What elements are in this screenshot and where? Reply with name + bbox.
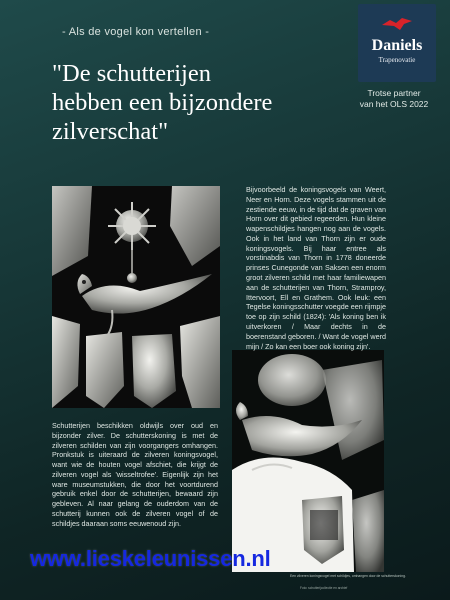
- website-watermark[interactable]: www.lieskeleunissen.nl: [30, 546, 271, 571]
- silver-bird-illustration: [52, 186, 220, 408]
- headline-line-1: "De schutterijen: [52, 60, 211, 87]
- bird-logo-icon: [380, 16, 414, 32]
- silver-bird-glove-illustration: [232, 350, 384, 572]
- silver-bird-photo: [52, 186, 220, 408]
- page-headline: [52, 60, 352, 147]
- kicker-text: - Als de vogel kon vertellen -: [62, 26, 210, 38]
- photo-caption: Een zilveren koningsvogel met schildjes, omhangen door de schutterskoning.: [290, 574, 406, 578]
- silver-bird-glove-photo: [232, 350, 384, 572]
- partner-line-1: Trotse partner: [367, 88, 421, 98]
- headline-line-2: hebben een bijzondere: [52, 88, 273, 116]
- daniels-logo[interactable]: [358, 4, 436, 82]
- partner-line-2: van het OLS 2022: [359, 98, 429, 109]
- logo-subtitle: Trapenovatie: [378, 56, 416, 64]
- body-paragraph-right: Bijvoorbeeld de koningsvogels van Weert, Neer en Horn. Deze vogels stammen uit de zestiende eeuw, in de tijd dat de graven van Horn over dit gebied regeerden. Hun kleine wapenschildjes hangen nog aan de vogels. Ook in het land van Thorn zijn er oude koningsvogels. Bij haar entree als vorstinabdis van Thorn in 1778 doneerde prinses Cunegonde van Saksen een enorm groot zilveren schild met haar familiewapen aan de schutterijen van Thorn, Stramproy, Ittervoort, Ell en Grathem. Ook leuk: een Tegelse koningsschutter voegde een rijmpje toe op zijn schild (1824): 'Als koning ben ik uitverkoren / Maar dechts in de boerenstand geboren. / Want de vogel werd mijn / Zo kan een boer ook koning zijn'.: [246, 185, 386, 351]
- logo-name: Daniels: [371, 37, 423, 54]
- photo-credit: Foto: schutterijcollectie en archief: [300, 586, 348, 590]
- partner-note: [348, 88, 440, 109]
- headline-line-3: zilverschat": [52, 117, 169, 145]
- body-paragraph-left: Schutterijen beschikken oldwijls over oud en bijzonder zilver. De schutterskoning is met de zilveren schilden van zijn voorgangers omhangen. Pronkstuk is uiteraard de zilveren koningsvogel, want wie de houten vogel afschiet, die krijgt de zilveren vogel als 'wisseltrofee'. Eigenlijk zijn het ware museumstukken, die door het voortdurend gebruik enkel door de schutterijen, bewaard zijn gebleven. Al naar gelang de ouderdom van de schutterij kunnen ook de zilveren vogel of de schildjes daaraan soms eeuwenoud zijn.: [52, 421, 218, 528]
